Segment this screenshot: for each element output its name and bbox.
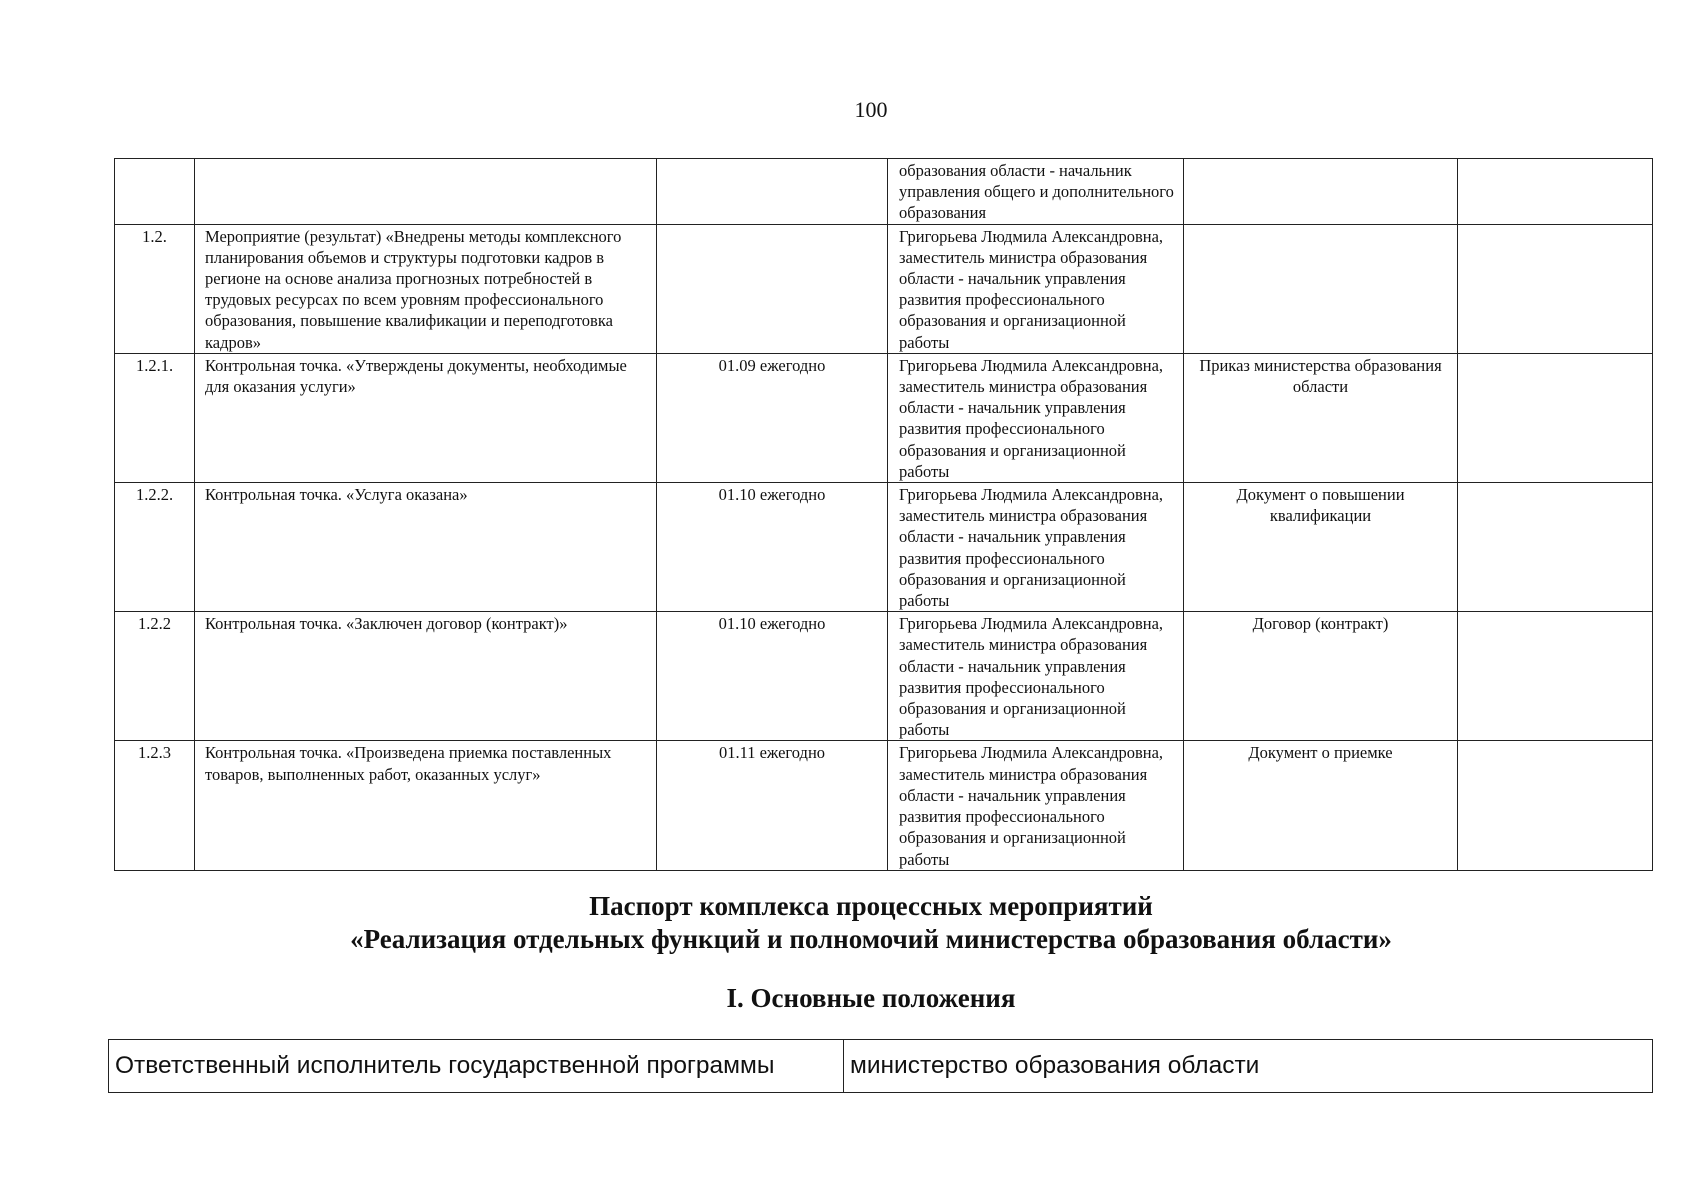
info-label: Ответственный исполнитель государственной программы: [109, 1040, 844, 1093]
cell-document: Документ о приемке: [1184, 741, 1458, 870]
cell-number: 1.2.: [115, 224, 195, 353]
cell-document: Договор (контракт): [1184, 612, 1458, 741]
cell-responsible: Григорьева Людмила Александровна, заместитель министра образования области - начальник управления развития профессионального образования и организационной работы: [888, 612, 1184, 741]
table-row: [115, 159, 1653, 225]
cell-number: 1.2.1.: [115, 353, 195, 482]
passport-title-line2: «Реализация отдельных функций и полномочий министерства образования области»: [350, 924, 1392, 954]
cell-name: Контрольная точка. «Произведена приемка поставленных товаров, выполненных работ, оказанных услуг»: [195, 741, 657, 870]
cell-extra: [1458, 741, 1653, 870]
passport-title-line1: Паспорт комплекса процессных мероприятий: [589, 891, 1153, 921]
cell-name: [195, 159, 657, 225]
cell-extra: [1458, 483, 1653, 612]
events-table: [114, 158, 1653, 871]
cell-document: Документ о повышении квалификации: [1184, 483, 1458, 612]
table-row: [115, 353, 1653, 482]
passport-title: [0, 890, 1697, 956]
table-row: [115, 741, 1653, 870]
cell-responsible: Григорьева Людмила Александровна, заместитель министра образования области - начальник управления развития профессионального образования и организационной работы: [888, 483, 1184, 612]
cell-name: Контрольная точка. «Утверждены документы, необходимые для оказания услуги»: [195, 353, 657, 482]
cell-document: Приказ министерства образования области: [1184, 353, 1458, 482]
cell-responsible: Григорьева Людмила Александровна, заместитель министра образования области - начальник управления развития профессионального образования и организационной работы: [888, 353, 1184, 482]
cell-responsible: Григорьева Людмила Александровна, заместитель министра образования области - начальник управления развития профессионального образования и организационной работы: [888, 741, 1184, 870]
page-number: 100: [854, 97, 888, 122]
cell-name: Контрольная точка. «Услуга оказана»: [195, 483, 657, 612]
cell-number: [115, 159, 195, 225]
cell-name: Контрольная точка. «Заключен договор (контракт)»: [195, 612, 657, 741]
cell-responsible: образования области - начальник управления общего и дополнительного образования: [888, 159, 1184, 225]
cell-extra: [1458, 159, 1653, 225]
cell-date: 01.10 ежегодно: [657, 612, 888, 741]
cell-document: [1184, 224, 1458, 353]
cell-date: [657, 224, 888, 353]
table-row: [115, 612, 1653, 741]
cell-date: 01.11 ежегодно: [657, 741, 888, 870]
cell-extra: [1458, 224, 1653, 353]
cell-extra: [1458, 353, 1653, 482]
cell-document: [1184, 159, 1458, 225]
section-heading: I. Основные положения: [726, 983, 1016, 1013]
cell-number: 1.2.2: [115, 612, 195, 741]
cell-extra: [1458, 612, 1653, 741]
table-row: [115, 483, 1653, 612]
table-row: [109, 1040, 1653, 1093]
cell-number: 1.2.3: [115, 741, 195, 870]
cell-date: [657, 159, 888, 225]
info-value: министерство образования области: [844, 1040, 1653, 1093]
info-table: [108, 1039, 1653, 1093]
cell-name: Мероприятие (результат) «Внедрены методы комплексного планирования объемов и структуры подготовки кадров в регионе на основе анализа прогнозных потребностей в трудовых ресурсах по всем уровням профессионального образования, повышение квалификации и переподготовка кадров»: [195, 224, 657, 353]
cell-number: 1.2.2.: [115, 483, 195, 612]
table-row: [115, 224, 1653, 353]
cell-date: 01.09 ежегодно: [657, 353, 888, 482]
cell-responsible: Григорьева Людмила Александровна, заместитель министра образования области - начальник управления развития профессионального образования и организационной работы: [888, 224, 1184, 353]
cell-date: 01.10 ежегодно: [657, 483, 888, 612]
